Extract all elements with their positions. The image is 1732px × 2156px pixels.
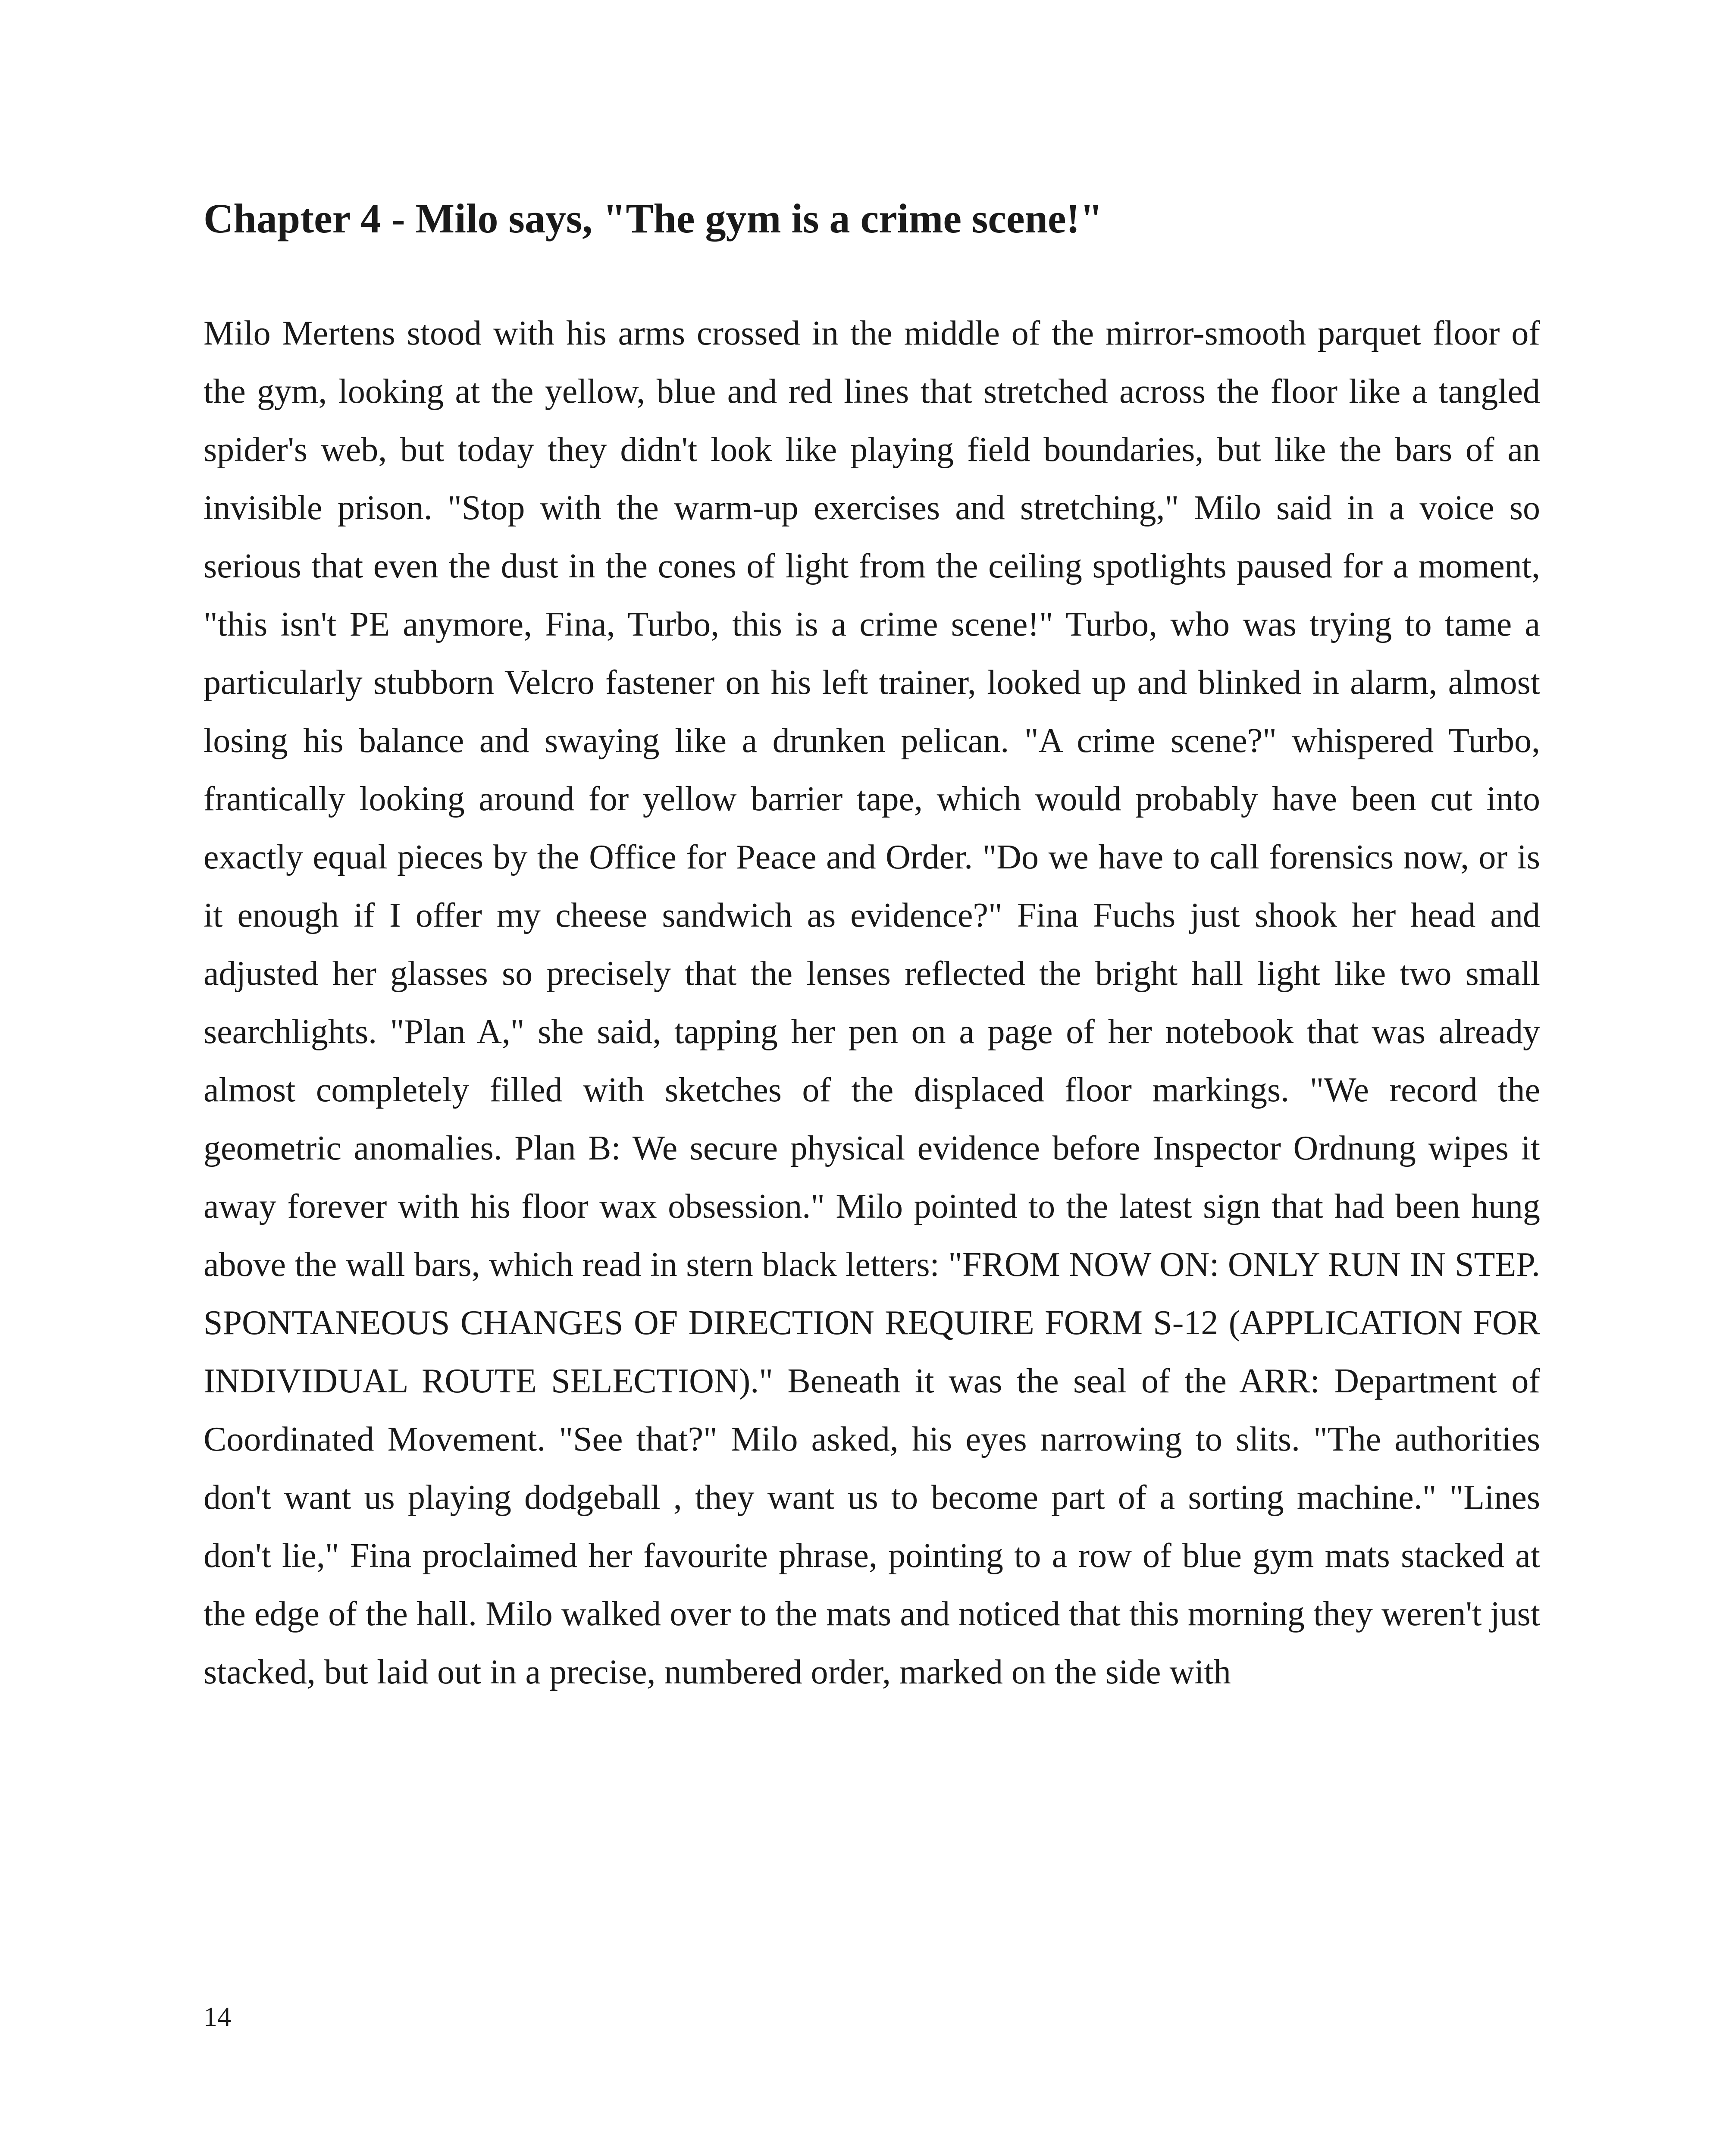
chapter-title: Chapter 4 - Milo says, "The gym is a crime scene!": [204, 195, 1103, 241]
body-paragraph: Milo Mertens stood with his arms crossed in the middle of the mirror-smooth parquet floor of the gym, looking at the yellow, blue and red lines that stretched across the floor like a tangled spider's web, but today they didn't look like playing field boundaries, but like the bars of an invisible prison. "Stop with the warm-up exercises and stretching," Milo said in a voice so serious that even the dust in the cones of light from the ceiling spotlights paused for a moment, "this isn't PE anymore, Fina, Turbo, this is a crime scene!" Turbo, who was trying to tame a particularly stubborn Velcro fastener on his left trainer, looked up and blinked in alarm, almost losing his balance and swaying like a drunken pelican. "A crime scene?" whispered Turbo, frantically looking around for yellow barrier tape, which would probably have been cut into exactly equal pieces by the Office for Peace and Order. "Do we have to call forensics now, or is it enough if I offer my cheese sandwich as evidence?" Fina Fuchs just shook her head and adjusted her glasses so precisely that the lenses reflected the bright hall light like two small searchlights. "Plan A," she said, tapping her pen on a page of her notebook that was already almost completely filled with sketches of the displaced floor markings. "We record the geometric anomalies. Plan B: We secure physical evidence before Inspector Ordnung wipes it away forever with his floor wax obsession." Milo pointed to the latest sign that had been hung above the wall bars, which read in stern black letters: "FROM NOW ON: ONLY RUN IN STEP. SPONTANEOUS CHANGES OF DIRECTION REQUIRE FORM S-12 (APPLICATION FOR INDIVIDUAL ROUTE SELECTION)." Beneath it was the seal of the ARR: Department of Coordinated Movement. "See that?" Milo asked, his eyes narrowing to slits. "The authorities don't want us playing dodgeball , they want us to become part of a sorting machine." "Lines don't lie," Fina proclaimed her favourite phrase, pointing to a row of blue gym mats stacked at the edge of the hall. Milo walked over to the mats and noticed that this morning they weren't just stacked, but laid out in a precise, numbered order, marked on the side with: [204, 314, 1540, 1691]
page-number: 14: [204, 2001, 231, 2032]
